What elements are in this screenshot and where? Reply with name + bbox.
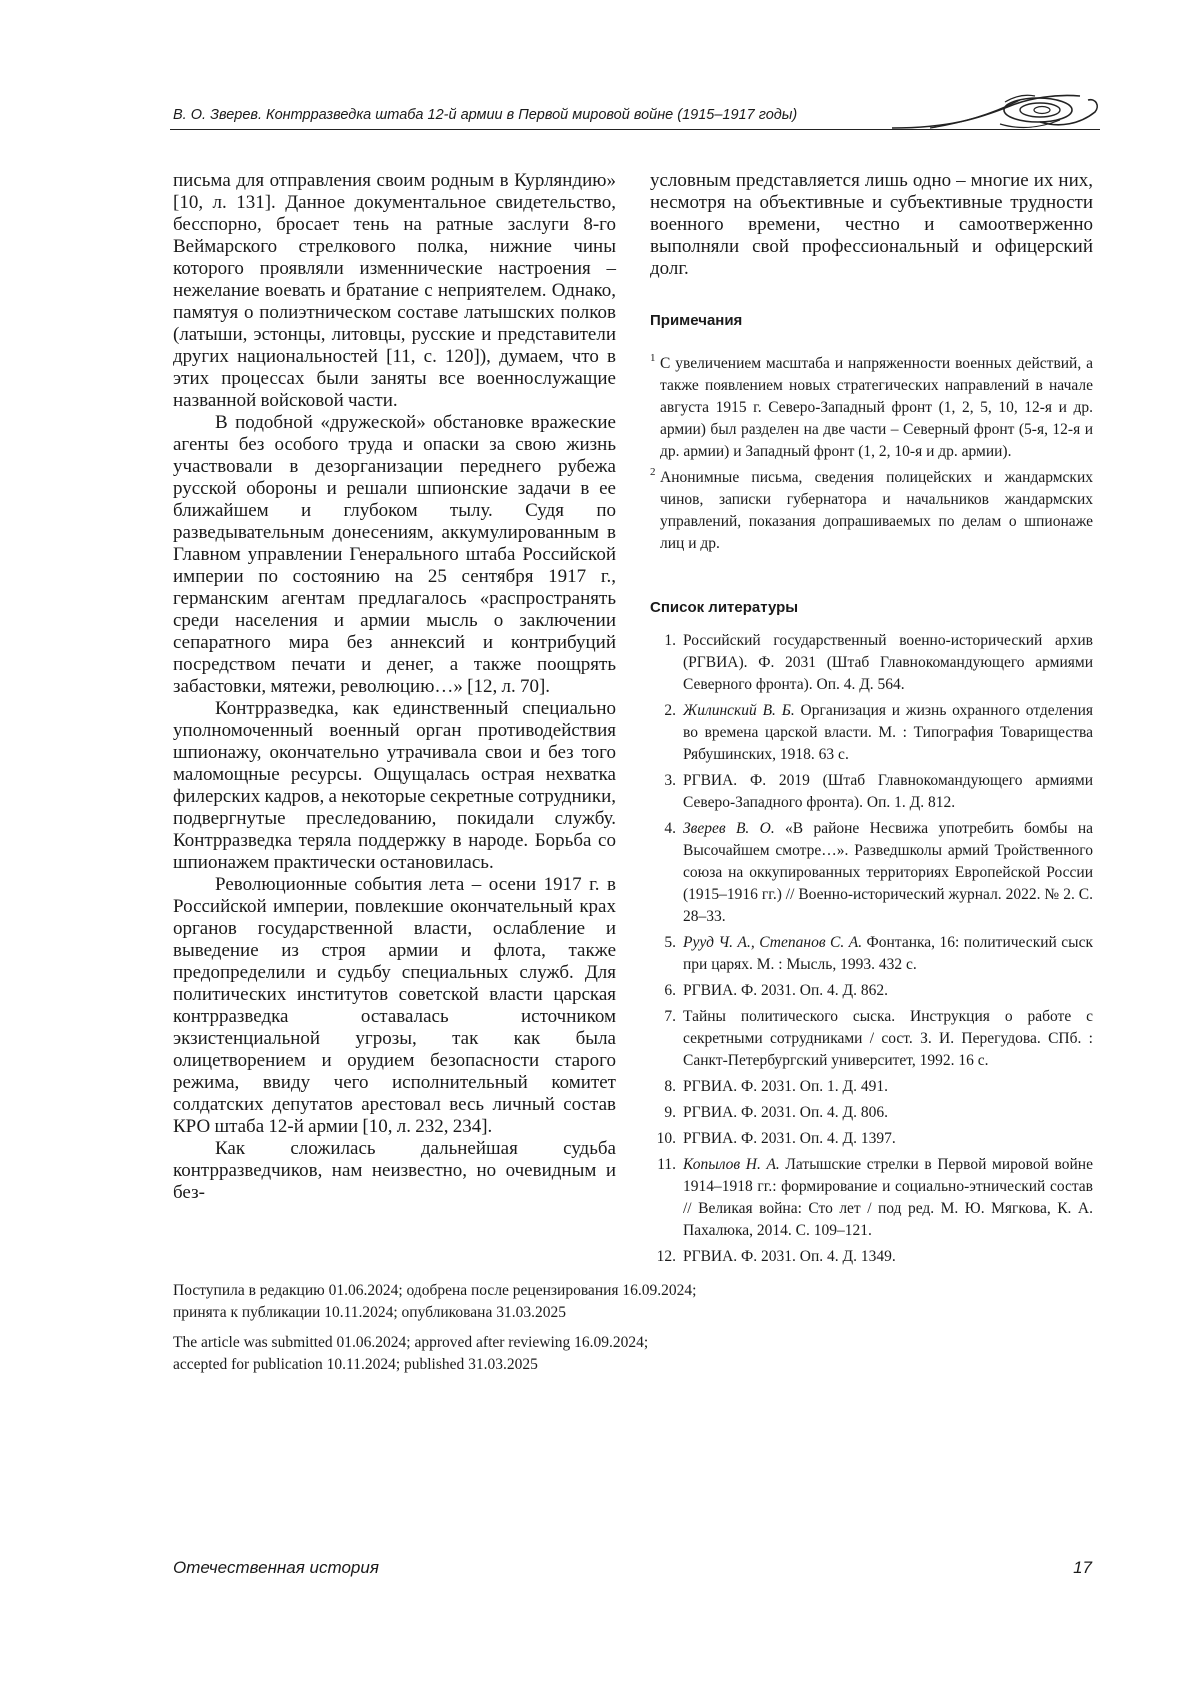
left-column [173, 170, 616, 1204]
footnote-mark: 1 [650, 352, 656, 364]
reference-text: РГВИА. Ф. 2031. Оп. 4. Д. 806. [683, 1104, 888, 1121]
reference-author: Копылов Н. А. [683, 1156, 780, 1173]
reference-item [650, 1102, 1093, 1124]
reference-text: «В районе Несвижа употребить бомбы на Высочайшем смотре…». Разведшколы армий Тройственного союза на оккупированных территориях Европейской России (1915–1916 гг.) // Военно-исторический журнал. 2022. № 2. С. 28–33. [683, 820, 1093, 925]
body-paragraph: В подобной «дружеской» обстановке вражеские агенты без особого труда и опаски за свою жизнь участвовали в дезорганизации переднего рубежа русской обороны и решали шпионские задачи в ее ближайшем и глубоком тылу. Судя по разведывательным донесениям, аккумулированным в Главном управлении Генерального штаба Российской империи по состоянию на 25 сентября 1917 г., германским агентам предлагалось «распространять среди населения и армии мысль о заключении сепаратного мира без аннексий и контрибуций посредством печати и денег, а также поощрять забастовки, мятежи, революцию…» [12, л. 70]. [173, 412, 616, 697]
dates-ru-line: Поступила в редакцию 01.06.2024; одобрена после рецензирования 16.09.2024; [173, 1282, 697, 1299]
body-paragraph-continuation: условным представляется лишь одно – многие их них, несмотря на объективные и субъективные трудности военного времени, честно и самоотверженно выполняли свой профессиональный и офицерский долг. [650, 170, 1093, 279]
body-paragraph: Контрразведка, как единственный специально уполномоченный военный орган противодействия шпионажу, окончательно утрачивала свои и без того маломощные ресурсы. Ощущалась острая нехватка филерских кадров, а некоторые секретные сотрудники, подвергнутые преследованию, покидали службу. Контрразведка теряла поддержку в народе. Борьба со шпионажем практически остановилась. [173, 698, 616, 873]
reference-item [650, 1128, 1093, 1150]
reference-text: РГВИА. Ф. 2031. Оп. 4. Д. 1397. [683, 1130, 896, 1147]
reference-author: Зверев В. О. [683, 820, 775, 837]
dates-en-line: accepted for publication 10.11.2024; published 31.03.2025 [173, 1356, 538, 1373]
reference-item [650, 1076, 1093, 1098]
footnote-text: Анонимные письма, сведения полицейских и жандармских чинов, записки губернатора и начальников жандармских управлений, показания допрашиваемых по делам о шпионаже лиц и др. [660, 469, 1093, 552]
references-list [650, 630, 1093, 1268]
reference-number: 6. [664, 982, 676, 999]
running-header: В. О. Зверев. Контрразведка штаба 12-й армии в Первой мировой войне (1915–1917 годы) [173, 107, 798, 123]
reference-number: 11. [657, 1156, 676, 1173]
reference-item [650, 980, 1093, 1002]
reference-number: 10. [656, 1130, 676, 1147]
reference-text: Фонтанка, 16: политический сыск при царях. М. : Мысль, 1993. 432 с. [683, 934, 1093, 973]
dates-en [173, 1332, 873, 1376]
reference-author: Жилинский В. Б. [683, 702, 795, 719]
body-paragraph: письма для отправления своим родным в Курляндию» [10, л. 131]. Данное документальное свидетельство, бесспорно, бросает тень на ратные заслуги 8-го Веймарского стрелкового полка, нижние чины которого проявляли изменнические настроения – нежелание воевать и братание с неприятелем. Однако, памятуя о полиэтническом составе латышских полков (латыши, эстонцы, литовцы, русские и представители других национальностей [11, с. 120]), думаем, что в этих процессах были заняты все военнослужащие названной войсковой части. [173, 170, 616, 411]
journal-name: Отечественная история [173, 1558, 379, 1577]
header-rule [170, 129, 1100, 130]
reference-item [650, 630, 1093, 696]
reference-text: РГВИА. Ф. 2031. Оп. 4. Д. 862. [683, 982, 888, 999]
reference-text: РГВИА. Ф. 2031. Оп. 1. Д. 491. [683, 1078, 888, 1095]
reference-text: Латышские стрелки в Первой мировой войне 1914–1918 гг.: формирование и социально-этнический состав // Великая война: Сто лет / под ред. М. Ю. Мягкова, К. А. Пахалюка, 2014. С. 109–121. [683, 1156, 1093, 1239]
footnote [650, 467, 1093, 555]
reference-number: 8. [664, 1078, 676, 1095]
footnote-text: С увеличением масштаба и напряженности военных действий, а также появлением новых стратегических направлений в начале августа 1915 г. Северо-Западный фронт (1, 2, 5, 10, 12-я и др. армии) был разделен на две части – Северный фронт (5-я, 12-я и др. армии) и Западный фронт (1, 2, 10-я и др. армии). [660, 355, 1093, 460]
reference-text: РГВИА. Ф. 2019 (Штаб Главнокомандующего армиями Северо-Западного фронта). Оп. 1. Д. 812. [683, 772, 1093, 811]
reference-number: 9. [664, 1104, 676, 1121]
reference-item [650, 1246, 1093, 1268]
reference-author: Рууд Ч. А., Степанов С. А. [683, 934, 863, 951]
dates-en-line: The article was submitted 01.06.2024; approved after reviewing 16.09.2024; [173, 1334, 649, 1351]
reference-number: 5. [664, 934, 676, 951]
reference-number: 2. [664, 702, 676, 719]
body-paragraph: Революционные события лета – осени 1917 г. в Российской империи, повлекшие окончательный крах органов государственной власти, ослабление и выведение из строя армии и флота, также предопределили и судьбу специальных служб. Для политических институтов советской власти царская контрразведка оставалась источником экзистенциальной угрозы, так как была олицетворением и орудием безопасности старого режима, ввиду чего исполнительный комитет солдатских депутатов арестовал весь личный состав КРО штаба 12-й армии [10, л. 232, 234]. [173, 874, 616, 1137]
decorative-ornament-icon [890, 88, 1102, 132]
reference-number: 1. [664, 632, 676, 649]
reference-text: Российский государственный военно-исторический архив (РГВИА). Ф. 2031 (Штаб Главнокомандующего армиями Северного фронта). Оп. 4. Д. 564. [683, 632, 1093, 693]
reference-text: Организация и жизнь охранного отделения во времена царской власти. М. : Типография Товарищества Рябушинских, 1918. 63 с. [683, 702, 1093, 763]
reference-number: 12. [656, 1248, 676, 1265]
dates-ru [173, 1280, 873, 1324]
reference-item [650, 818, 1093, 928]
reference-text: РГВИА. Ф. 2031. Оп. 4. Д. 1349. [683, 1248, 896, 1265]
reference-number: 7. [664, 1008, 676, 1025]
reference-text: Тайны политического сыска. Инструкция о работе с секретными сотрудниками / сост. З. И. Перегудова. СПб. : Санкт-Петербургский университет, 1992. 16 с. [683, 1008, 1093, 1069]
page-number: 17 [1073, 1558, 1092, 1577]
reference-item [650, 1006, 1093, 1072]
reference-item [650, 932, 1093, 976]
right-column [650, 170, 1093, 1272]
reference-number: 3. [664, 772, 676, 789]
footnote-mark: 2 [650, 466, 656, 478]
footnote [650, 353, 1093, 463]
references-heading: Список литературы [650, 599, 799, 616]
notes-list [650, 353, 1093, 555]
reference-item [650, 770, 1093, 814]
reference-item [650, 1154, 1093, 1242]
notes-heading: Примечания [650, 312, 743, 329]
dates-ru-line: принята к публикации 10.11.2024; опубликована 31.03.2025 [173, 1304, 566, 1321]
reference-item [650, 700, 1093, 766]
reference-number: 4. [664, 820, 676, 837]
body-paragraph: Как сложилась дальнейшая судьба контрразведчиков, нам неизвестно, но очевидным и без- [173, 1138, 616, 1203]
